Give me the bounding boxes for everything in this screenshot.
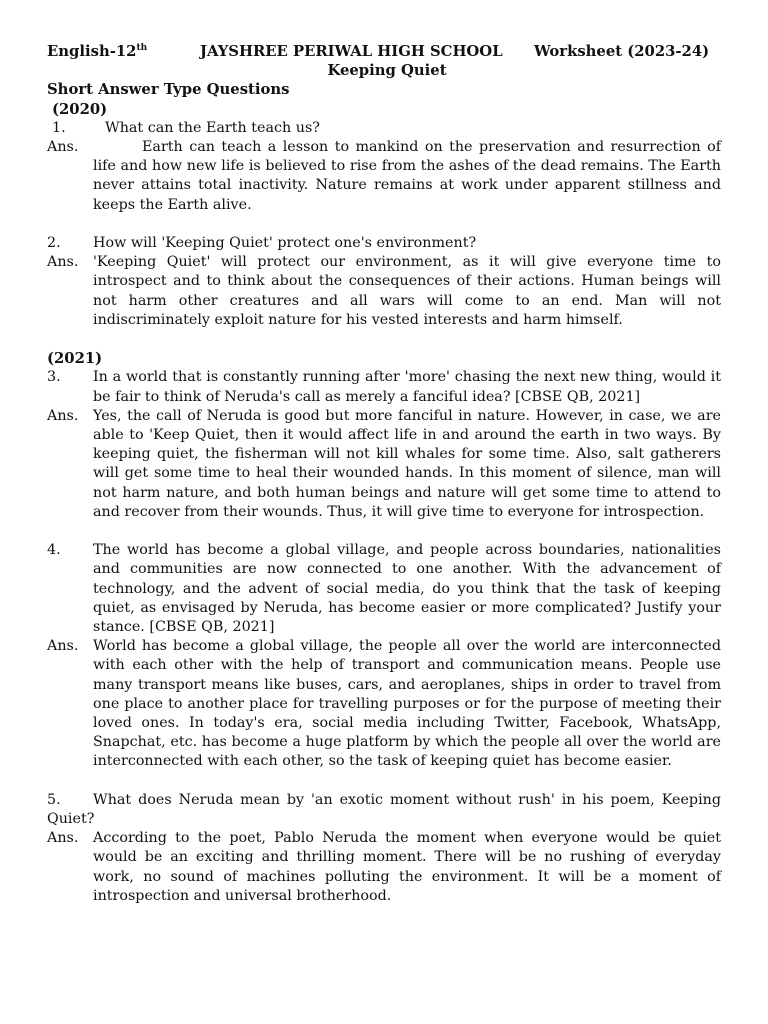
- answer-label: Ans.: [47, 254, 79, 271]
- question-text: The world has become a global village, and people across boundaries, nationalities and communities are now connected to one another. With the advancement of technology, and the advent of social media, do you think that the task of keeping quiet, as envisaged by Neruda, has become easier or more complicated? Justify your stance. [CBSE QB, 2021]: [93, 542, 721, 636]
- question-number: 1.: [52, 119, 66, 136]
- worksheet-label: Worksheet (2023-24): [534, 43, 710, 60]
- answer-text: Yes, the call of Neruda is good but more fanciful in nature. However, in case, we are able to 'Keep Quiet, then it would affect life in and around the earth in two ways. By keeping quiet, the fisherman will not kill whales for some time. Also, salt gatherers will get some time to heal their wounded hands. In this moment of silence, man will not harm nature, and both human beings and nature will get some time to attend to and recover from their wounds. Thus, it will give time to everyone for introspection.: [93, 407, 721, 520]
- answer-text: Earth can teach a lesson to mankind on the preservation and resurrection of life and how new life is believed to rise from the ashes of the dead remains. The Earth never attains total inactivity. Nature remains at work under apparent stillness and keeps the Earth alive.: [93, 139, 721, 213]
- answer-label: Ans.: [47, 407, 79, 424]
- year-heading-2020: (2020): [52, 100, 108, 118]
- answer-text: According to the poet, Pablo Neruda the moment when everyone would be quiet would be an exciting and thrilling moment. There will be no rushing of everyday work, no sound of machines polluting the environment. It will be a moment of introspection and universal brotherhood.: [93, 830, 721, 904]
- answer-label: Ans.: [47, 830, 79, 847]
- page-header: [47, 42, 721, 61]
- answer-text: World has become a global village, the people all over the world are interconnected with each other with the help of transport and communication means. People use many transport means like buses, cars, and aeroplanes, ships in order to travel from one place to another place for travelling purposes or for the purpose of meeting their loved ones. In today's era, social media including Twitter, Facebook, WhatsApp, Snapchat, etc. has become a huge platform by which the people all over the world are interconnected with each other, so the task of keeping quiet has become easier.: [93, 638, 721, 770]
- answer-3: [47, 407, 721, 522]
- question-4: [47, 541, 721, 637]
- school-name: JAYSHREE PERIWAL HIGH SCHOOL: [200, 43, 503, 60]
- question-text: What can the Earth teach us?: [105, 119, 320, 136]
- section-heading: Short Answer Type Questions: [47, 81, 290, 99]
- subject-superscript: th: [136, 43, 148, 54]
- question-number: 4.: [47, 542, 61, 559]
- question-3: [47, 368, 721, 406]
- question-2: [47, 234, 721, 253]
- page-title: Keeping Quiet: [327, 62, 447, 80]
- question-text: How will 'Keeping Quiet' protect one's environment?: [93, 235, 477, 252]
- question-text: What does Neruda mean by 'an exotic moment without rush' in his poem, Keeping Quiet?: [47, 791, 721, 828]
- question-number: 5.: [47, 791, 61, 808]
- question-1: [47, 119, 721, 138]
- question-5: [47, 791, 721, 829]
- answer-label: Ans.: [47, 139, 79, 156]
- answer-5: [47, 829, 721, 906]
- question-number: 2.: [47, 235, 61, 252]
- answer-label: Ans.: [47, 638, 79, 655]
- answer-1: [47, 138, 721, 215]
- subject-label: English-12th: [47, 43, 148, 60]
- answer-4: [47, 637, 721, 771]
- question-text: In a world that is constantly running after 'more' chasing the next new thing, would it be fair to think of Neruda's call as merely a fanciful idea? [CBSE QB, 2021]: [93, 369, 721, 405]
- answer-text: 'Keeping Quiet' will protect our environment, as it will give everyone time to introspect and to think about the consequences of their actions. Human beings will not harm other creatures and all wars will come to an end. Man will not indiscriminately exploit nature for his vested interests and harm himself.: [93, 254, 721, 328]
- answer-2: [47, 253, 721, 330]
- question-number: 3.: [47, 369, 61, 386]
- year-heading-2021: (2021): [47, 350, 103, 368]
